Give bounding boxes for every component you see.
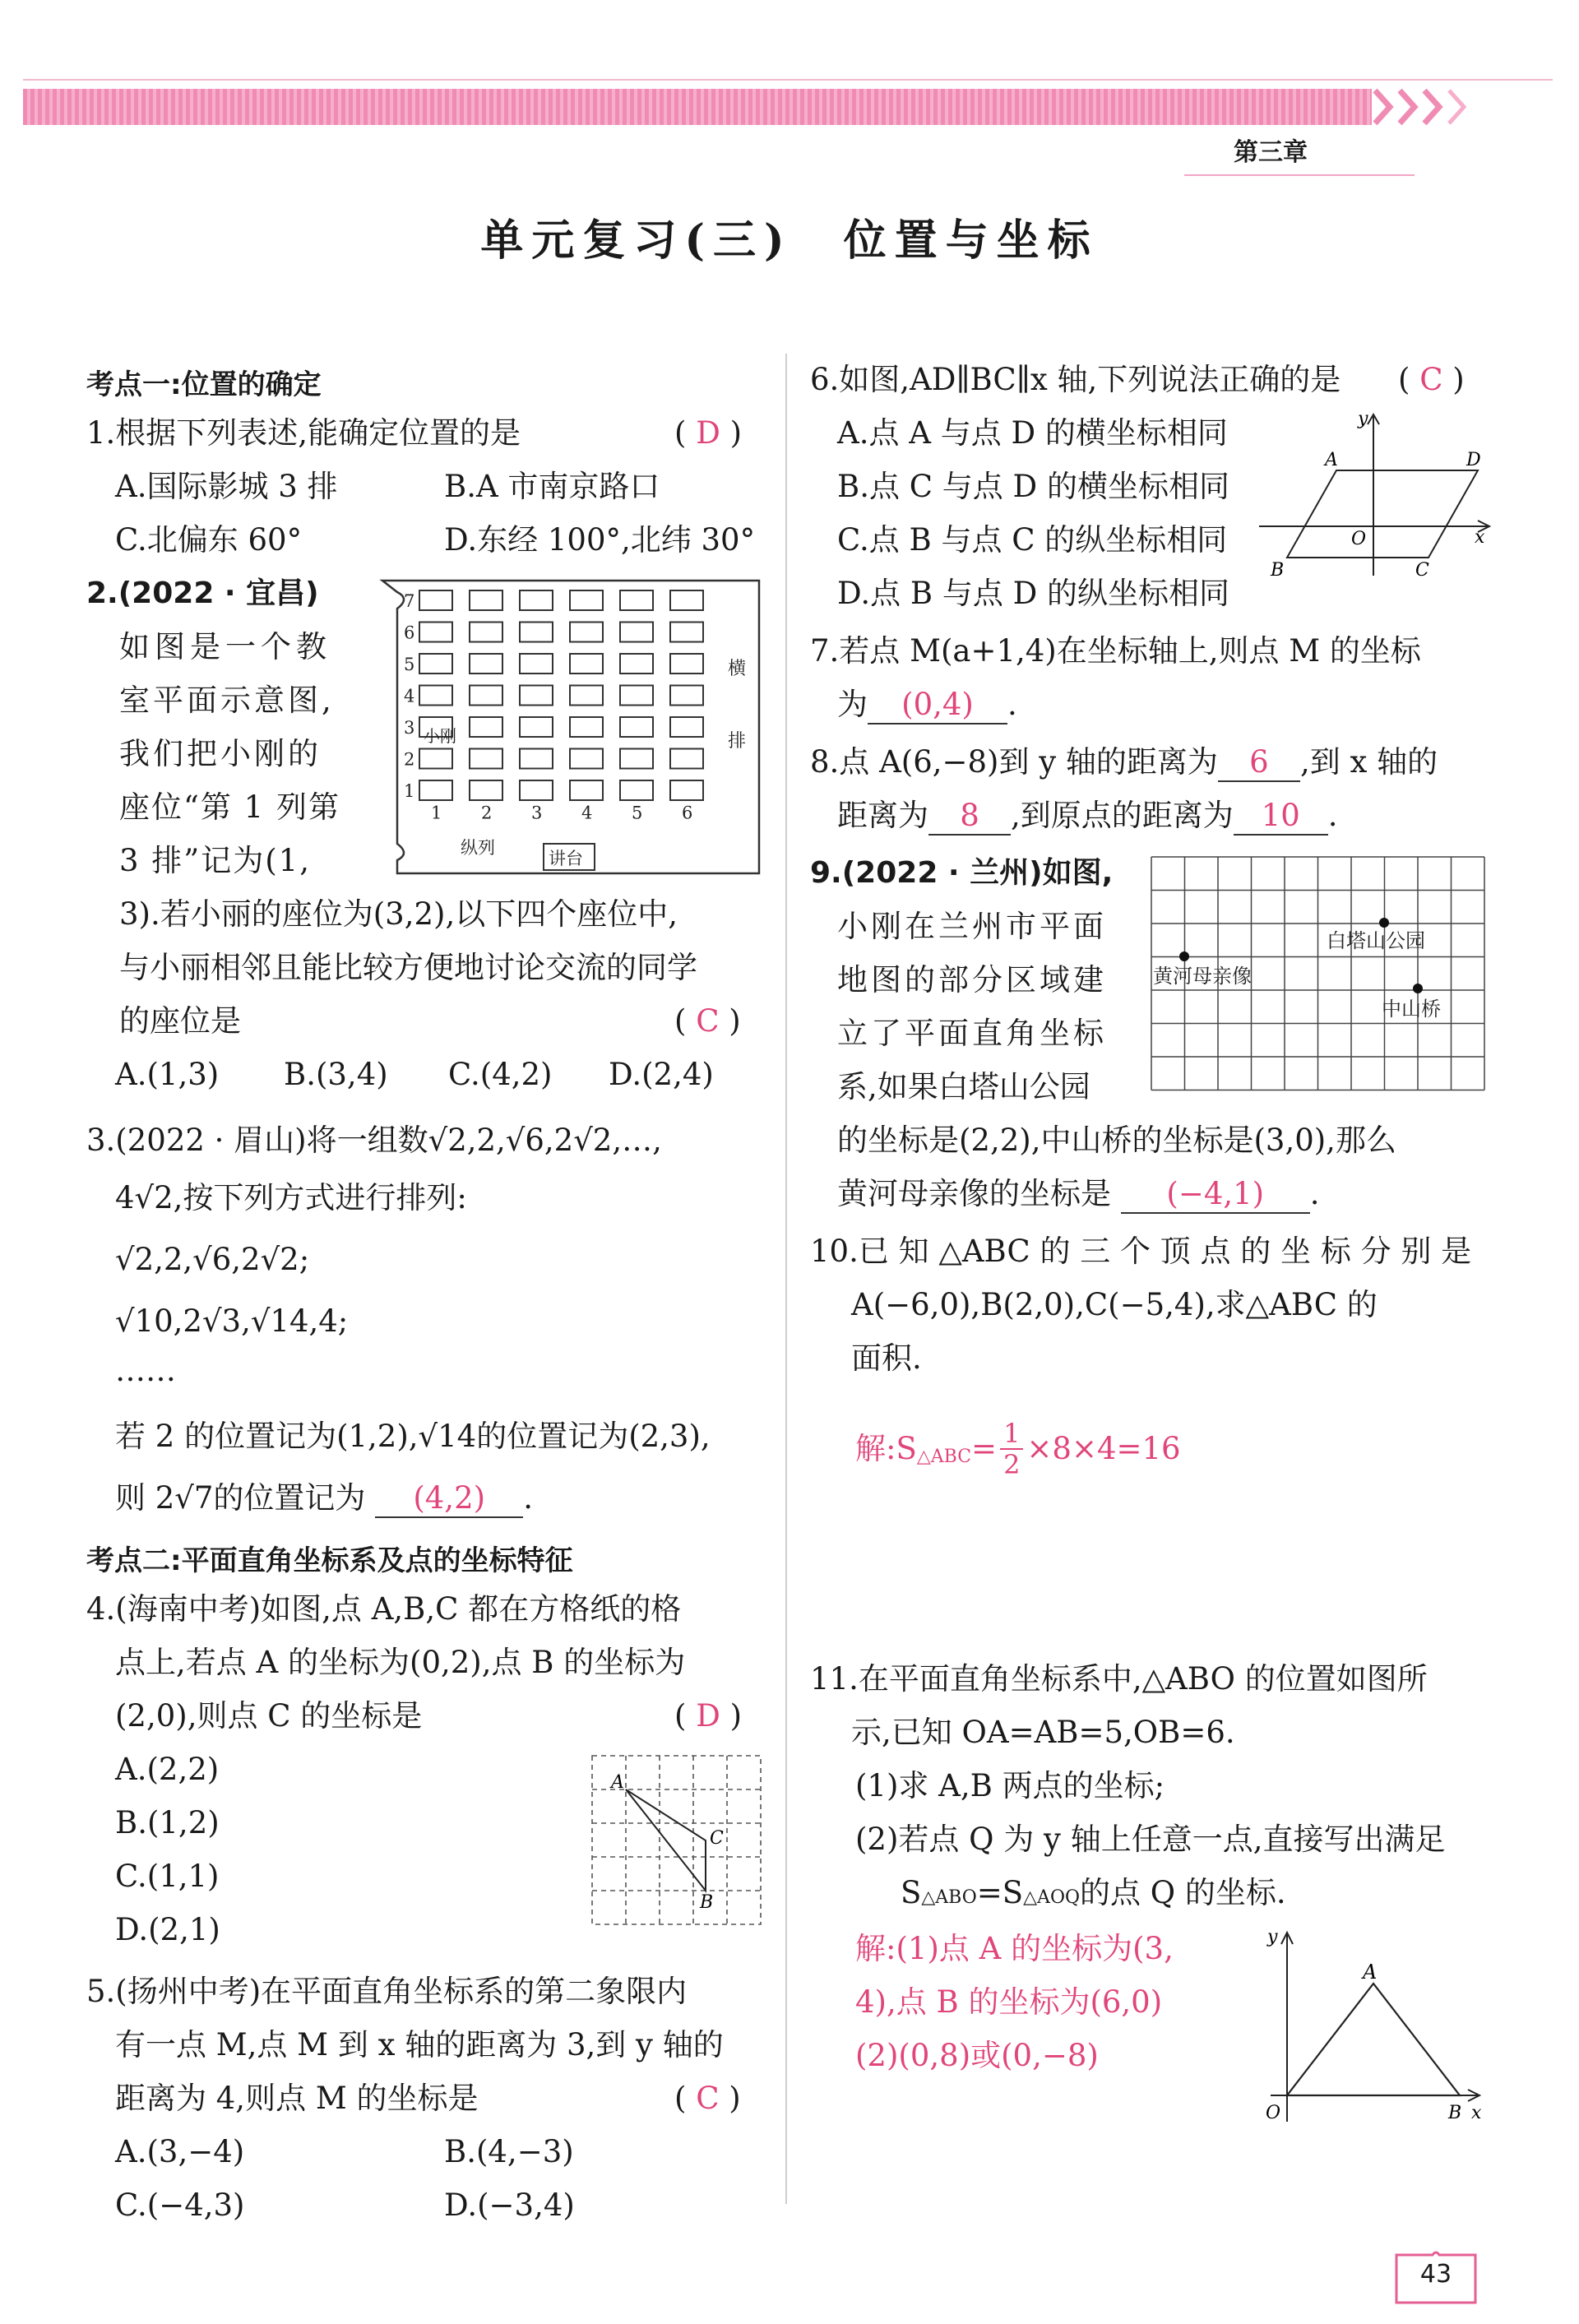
q2-line-6: 3 排”记为(1, — [119, 843, 311, 878]
seat-grid — [419, 590, 703, 800]
baita-point — [1379, 918, 1389, 928]
seat — [620, 654, 653, 674]
q6-answer: ( C ) — [1398, 362, 1465, 397]
seat — [670, 717, 703, 737]
q10-line-2: A(−6,0),B(2,0),C(−5,4),求△ABC 的 — [851, 1287, 1378, 1322]
seat — [670, 749, 703, 769]
q11-fig-x: x — [1471, 2103, 1482, 2123]
seat — [419, 654, 452, 674]
q6-fig-c: C — [1415, 560, 1429, 581]
q8-answer-2: 8 — [928, 798, 1011, 836]
seat — [520, 623, 553, 642]
page-number: 43 — [1419, 2260, 1452, 2289]
q5-option-c: C.(−4,3) — [115, 2187, 245, 2223]
triangle-figure — [1254, 1924, 1497, 2130]
q2-answer: ( C ) — [674, 1003, 741, 1039]
q3-line-4: 则 2√7的位置记为 (4,2) . — [115, 1480, 533, 1518]
q9-fig-zhongshan: 中山桥 — [1382, 998, 1441, 1021]
q1-option-a: A.国际影城 3 排 — [115, 469, 338, 504]
q6-fig-o: O — [1351, 529, 1367, 549]
q9-answer: (−4,1) — [1121, 1176, 1310, 1214]
q4-option-a: A.(2,2) — [115, 1752, 220, 1787]
q3-row-1: √2,2,√6,2√2; — [115, 1242, 310, 1277]
q2-line-7: 3).若小丽的座位为(3,2),以下四个座位中, — [119, 896, 678, 932]
q3-line-2: 4√2,按下列方式进行排列: — [115, 1180, 467, 1215]
q2-line-5: 座位“第 1 列第 — [119, 789, 340, 825]
seat — [620, 717, 653, 737]
fig-zonglie-label: 纵列 — [461, 838, 495, 858]
q1-option-b: B.A 市南京路口 — [444, 469, 660, 504]
seat — [620, 623, 653, 642]
zhongshan-point — [1413, 984, 1423, 993]
q5-line-3: 距离为 4,则点 M 的坐标是 — [115, 2081, 479, 2116]
fig-podium-label: 讲台 — [549, 849, 583, 868]
seat — [670, 654, 703, 674]
seat — [670, 686, 703, 706]
huanghe-point — [1179, 951, 1189, 961]
q6-fig-y: y — [1358, 411, 1368, 429]
row-label: 3 — [404, 718, 415, 738]
classroom-figure — [374, 576, 765, 880]
q5-option-d: D.(−3,4) — [444, 2187, 575, 2223]
q2-line-3: 室平面示意图, — [119, 683, 335, 718]
fig-heng-label: 横 — [728, 659, 747, 679]
fig-pai-label: 排 — [728, 731, 747, 752]
q4-fig-a: A — [611, 1772, 624, 1793]
seat — [570, 749, 603, 769]
q4-fig-c: C — [710, 1828, 724, 1849]
seat — [520, 749, 553, 769]
q7-answer: (0,4) — [868, 687, 1007, 725]
header-band — [23, 89, 1372, 125]
row-label: 4 — [404, 686, 415, 706]
header-line — [23, 79, 1553, 81]
q8-line-1: 8.点 A(6,−8)到 y 轴的距离为 6 ,到 x 轴的 — [810, 744, 1438, 782]
seat — [470, 780, 502, 800]
seat — [470, 749, 502, 769]
section-2-heading: 考点二:平面直角坐标系及点的坐标特征 — [86, 1544, 573, 1577]
chapter-label: 第三章 — [1234, 138, 1308, 167]
map-grid-figure — [1150, 855, 1487, 1095]
q5-option-b: B.(4,−3) — [444, 2134, 574, 2169]
q9-line-2: 小刚在兰州市平面 — [837, 909, 1107, 944]
q2-option-c: C.(4,2) — [448, 1057, 553, 1092]
q2-line-4: 我们把小刚的 — [119, 736, 322, 771]
seat — [570, 780, 603, 800]
seat — [520, 717, 553, 737]
q11-solution-3: (2)(0,8)或(0,−8) — [855, 2038, 1099, 2073]
seat — [520, 780, 553, 800]
seat — [620, 590, 653, 610]
q4-line-2: 点上,若点 A 的坐标为(0,2),点 B 的坐标为 — [115, 1645, 686, 1680]
q7-line-1: 7.若点 M(a+1,4)在坐标轴上,则点 M 的坐标 — [810, 633, 1421, 669]
col-label: 1 — [431, 803, 442, 823]
q11-line-2: 示,已知 OA=AB=5,OB=6. — [851, 1715, 1235, 1750]
q8-answer-3: 10 — [1234, 798, 1328, 836]
row-label: 2 — [404, 749, 415, 770]
col-label: 6 — [682, 803, 693, 823]
q11-fig-o: O — [1266, 2103, 1281, 2123]
seat — [520, 686, 553, 706]
seat — [620, 749, 653, 769]
q6-fig-a: A — [1325, 450, 1338, 470]
q11-solution-1: 解:(1)点 A 的坐标为(3, — [855, 1931, 1174, 1966]
q11-solution-2: 4),点 B 的坐标为(6,0) — [855, 1984, 1163, 2020]
section-1-heading: 考点一:位置的确定 — [86, 368, 322, 401]
seat — [470, 717, 502, 737]
seat — [670, 780, 703, 800]
q3-line-1: 3.(2022 · 眉山)将一组数√2,2,√6,2√2,…, — [86, 1123, 662, 1158]
row-label: 7 — [404, 591, 415, 611]
seat — [670, 623, 703, 642]
seat — [520, 654, 553, 674]
q4-option-c: C.(1,1) — [115, 1859, 220, 1894]
q6-option-c: C.点 B 与点 C 的纵坐标相同 — [837, 522, 1228, 558]
q6-option-a: A.点 A 与点 D 的横坐标相同 — [837, 415, 1228, 451]
row-label: 1 — [404, 781, 415, 801]
seat — [470, 686, 502, 706]
q11-line-5: S△ABO=S△AOQ的点 Q 的坐标. — [901, 1875, 1286, 1910]
q10-solution: 解:S △ABC = $\frac{1}{2}$ ×8×4=16 — [855, 1418, 1181, 1480]
row-label: 6 — [404, 623, 415, 643]
q4-option-d: D.(2,1) — [115, 1912, 220, 1947]
q9-line-7: 黄河母亲像的坐标是 (−4,1) . — [837, 1176, 1320, 1214]
q5-line-1: 5.(扬州中考)在平面直角坐标系的第二象限内 — [86, 1974, 688, 2009]
q1-option-d: D.东经 100°,北纬 30° — [444, 522, 756, 558]
q9-fig-huanghe: 黄河母亲像 — [1153, 965, 1252, 988]
row-label: 5 — [404, 655, 415, 674]
seat — [670, 590, 703, 610]
seat — [620, 780, 653, 800]
header-arrows-icon — [1372, 86, 1503, 128]
seat — [570, 623, 603, 642]
seat — [470, 654, 502, 674]
page-title: 单元复习(三) 位置与坐标 — [480, 215, 1099, 266]
q6-fig-x: x — [1475, 527, 1485, 548]
q2-line-2: 如图是一个教 — [119, 629, 331, 664]
q3-answer: (4,2) — [375, 1480, 523, 1518]
q6-option-d: D.点 B 与点 D 的纵坐标相同 — [837, 576, 1230, 611]
grid-figure-q4 — [588, 1752, 765, 1933]
q9-line-1: 9.(2022 · 兰州)如图, — [810, 856, 1114, 890]
q3-row-2: √10,2√3,√14,4; — [115, 1303, 349, 1339]
q8-line-2: 距离为 8 ,到原点的距离为 10 . — [837, 798, 1338, 836]
q11-fig-a: A — [1363, 1961, 1378, 1984]
column-divider — [785, 354, 787, 2204]
seat — [419, 623, 452, 642]
q11-line-4: (2)若点 Q 为 y 轴上任意一点,直接写出满足 — [855, 1822, 1446, 1857]
q2-source: 2.(2022 · 宜昌) — [86, 576, 319, 610]
seat — [520, 590, 553, 610]
q7-line-2: 为 (0,4) . — [837, 687, 1017, 725]
q9-fig-baita: 白塔山公园 — [1327, 929, 1425, 952]
seat — [570, 654, 603, 674]
q11-line-1: 11.在平面直角坐标系中,△ABO 的位置如图所 — [810, 1661, 1428, 1697]
q1-option-c: C.北偏东 60° — [115, 522, 303, 558]
q1-answer: ( D ) — [674, 415, 743, 451]
q2-option-d: D.(2,4) — [609, 1057, 714, 1092]
q6-stem: 6.如图,AD∥BC∥x 轴,下列说法正确的是 — [810, 362, 1341, 397]
seat — [570, 717, 603, 737]
q8-answer-1: 6 — [1218, 744, 1300, 782]
q5-option-a: A.(3,−4) — [115, 2134, 245, 2169]
col-label: 5 — [632, 803, 643, 823]
q9-line-3: 地图的部分区域建 — [837, 962, 1107, 998]
q2-option-b: B.(3,4) — [284, 1057, 388, 1092]
q9-line-4: 立了平面直角坐标 — [837, 1016, 1107, 1051]
q3-row-3: …… — [115, 1353, 176, 1388]
q4-line-3: (2,0),则点 C 的坐标是 — [115, 1698, 423, 1734]
seat — [419, 780, 452, 800]
seat — [620, 686, 653, 706]
q6-fig-d: D — [1466, 450, 1481, 470]
seat — [470, 590, 502, 610]
q4-line-1: 4.(海南中考)如图,点 A,B,C 都在方格纸的格 — [86, 1591, 682, 1627]
q10-line-1: 10.已 知 △ABC 的 三 个 顶 点 的 坐 标 分 别 是 — [810, 1234, 1472, 1269]
col-label: 2 — [481, 803, 493, 823]
seat — [419, 749, 452, 769]
q1-stem: 1.根据下列表述,能确定位置的是 — [86, 415, 521, 451]
q4-option-b: B.(1,2) — [115, 1805, 220, 1840]
seat — [419, 590, 452, 610]
col-label: 4 — [581, 803, 593, 823]
q11-fig-y: y — [1267, 1927, 1278, 1947]
q10-line-3: 面积. — [851, 1340, 922, 1376]
q5-answer: ( C ) — [674, 2081, 741, 2116]
fig-xiaogang-label: 小刚 — [424, 726, 456, 746]
q3-line-3: 若 2 的位置记为(1,2),√14的位置记为(2,3), — [115, 1419, 711, 1454]
q6-option-b: B.点 C 与点 D 的横坐标相同 — [837, 469, 1229, 504]
seat — [570, 686, 603, 706]
seat — [570, 590, 603, 610]
q6-fig-b: B — [1271, 560, 1285, 581]
q4-fig-b: B — [700, 1892, 714, 1913]
q2-line-9: 的座位是 — [119, 1003, 241, 1039]
q9-line-5: 系,如果白塔山公园 — [837, 1069, 1090, 1104]
q2-option-a: A.(1,3) — [115, 1057, 220, 1092]
parallelogram-figure — [1254, 411, 1493, 584]
q2-line-8: 与小丽相邻且能比较方便地讨论交流的同学 — [119, 950, 697, 985]
col-label: 3 — [531, 803, 543, 823]
q11-fig-b: B — [1448, 2103, 1462, 2123]
q9-line-6: 的坐标是(2,2),中山桥的坐标是(3,0),那么 — [837, 1123, 1396, 1158]
q5-line-2: 有一点 M,点 M 到 x 轴的距离为 3,到 y 轴的 — [115, 2027, 724, 2062]
q11-line-3: (1)求 A,B 两点的坐标; — [855, 1768, 1165, 1803]
seat — [470, 623, 502, 642]
seat — [419, 686, 452, 706]
q4-answer: ( D ) — [674, 1698, 743, 1734]
